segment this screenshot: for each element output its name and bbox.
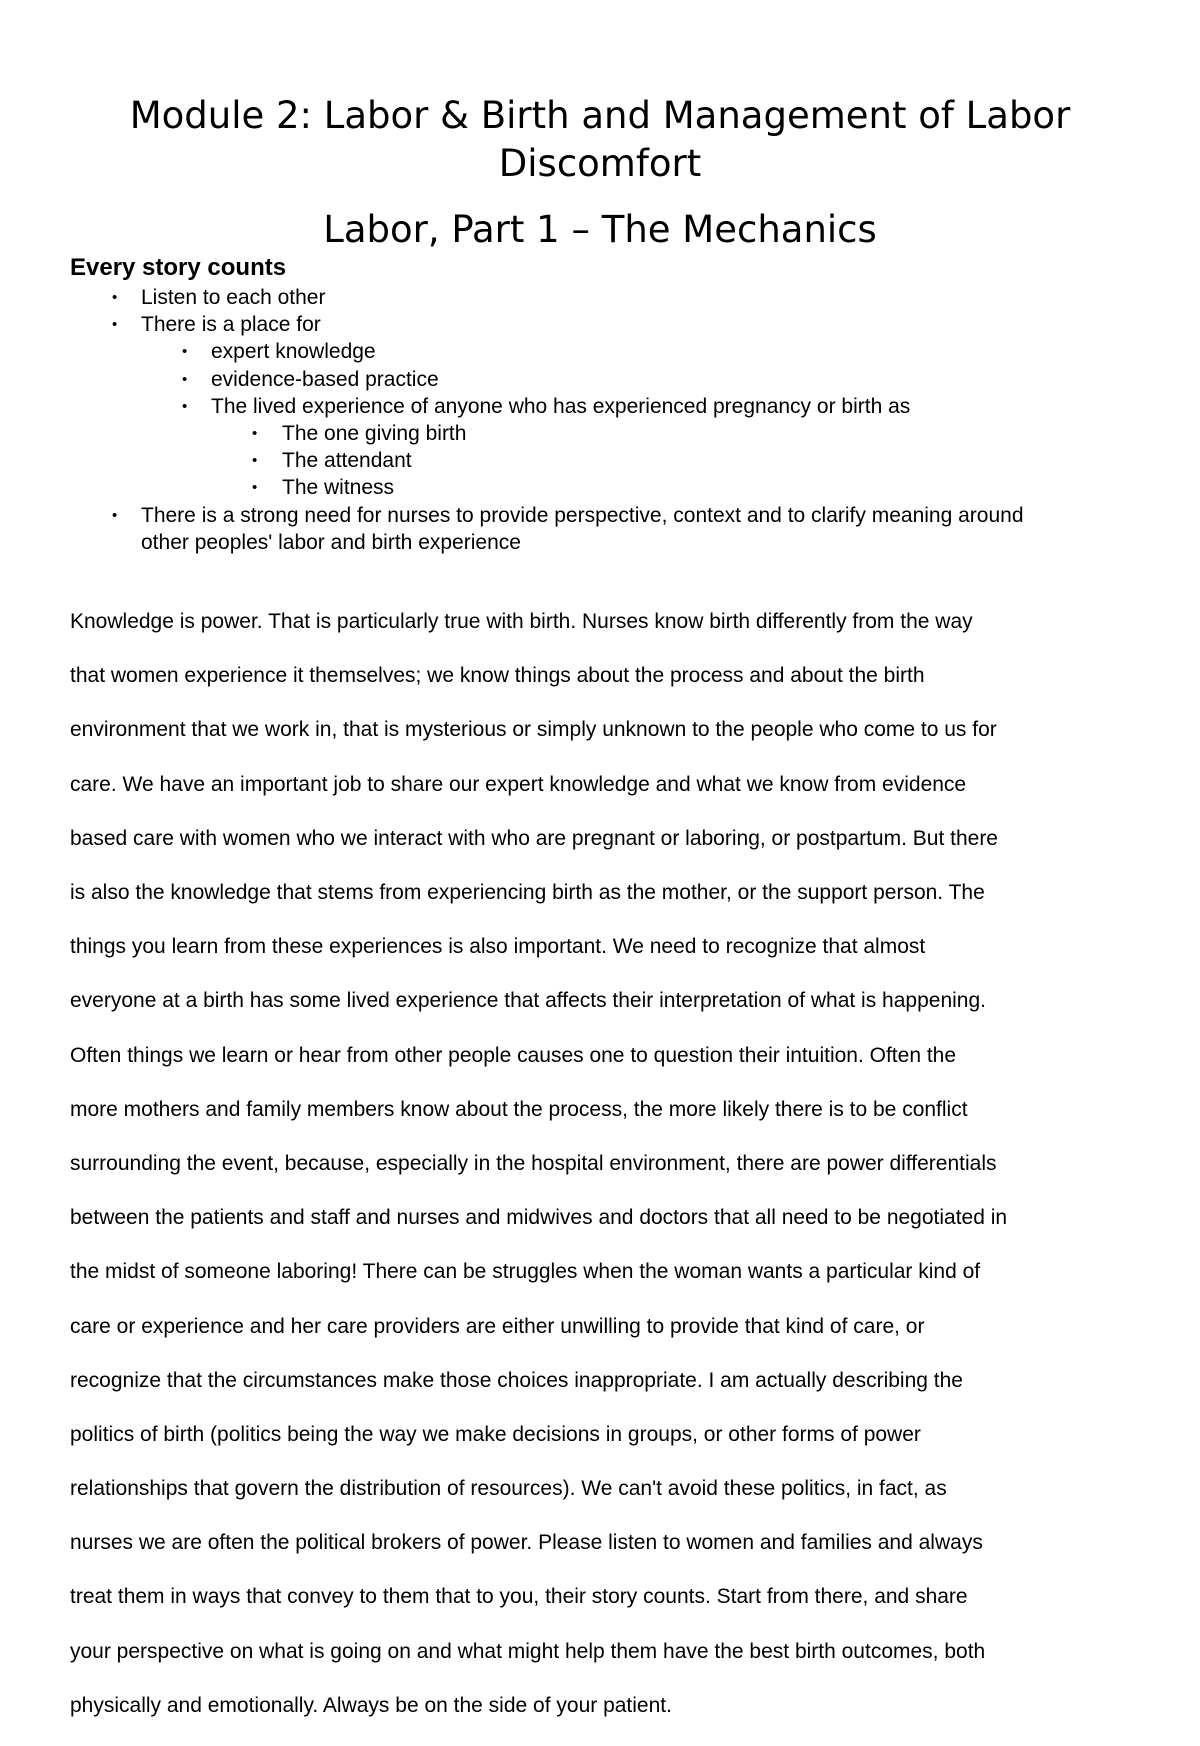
bullet-icon: •: [112, 506, 118, 524]
paragraph-line: politics of birth (politics being the way we make decisions in groups, or other forms of power: [70, 1422, 921, 1446]
paragraph-line: recognize that the circumstances make those choices inappropriate. I am actually describing the: [70, 1368, 963, 1392]
paragraph-line: more mothers and family members know about the process, the more likely there is to be conflict: [70, 1097, 968, 1121]
section-heading: Every story counts: [70, 254, 287, 281]
bullet-icon: •: [112, 316, 118, 334]
bullet-icon: •: [252, 425, 258, 443]
paragraph-line: everyone at a birth has some lived experience that affects their interpretation of what is happening.: [70, 989, 986, 1013]
paragraph-line: things you learn from these experiences is also important. We need to recognize that almost: [70, 935, 926, 959]
paragraph-line: your perspective on what is going on and what might help them have the best birth outcomes, both: [70, 1639, 986, 1663]
paragraph-line: Often things we learn or hear from other people causes one to question their intuition. Often the: [70, 1043, 957, 1067]
list-item-text: There is a place for: [141, 313, 321, 337]
list-item-text: evidence-based practice: [211, 367, 439, 391]
paragraph-line: care. We have an important job to share our expert knowledge and what we know from evidence: [70, 772, 967, 796]
paragraph-line: that women experience it themselves; we know things about the process and about the birth: [70, 664, 925, 688]
list-item: [0, 284, 1200, 311]
paragraph-line: care or experience and her care providers are either unwilling to provide that kind of care, or: [70, 1314, 925, 1338]
paragraph-line: surrounding the event, because, especially in the hospital environment, there are power differentials: [70, 1151, 997, 1175]
paragraph-line: based care with women who we interact with who are pregnant or laboring, or postpartum. But there: [70, 826, 998, 850]
list-item: [0, 502, 1200, 556]
sub-list-item: [0, 366, 1200, 393]
document-title: Module 2: Labor & Birth and Management of Labor Discomfort: [129, 94, 1071, 185]
sub-list-item: [0, 393, 1200, 420]
paragraph-line: nurses we are often the political brokers of power. Please listen to women and families and always: [70, 1531, 983, 1555]
list-item-text: There is a strong need for nurses to provide perspective, context and to clarify meaning around other peoples' labor and birth experience: [141, 503, 1024, 554]
paragraph-line: treat them in ways that convey to them that to you, their story counts. Start from there, and share: [70, 1585, 968, 1609]
list-item-text: Listen to each other: [141, 286, 326, 309]
list-item-text: The witness: [282, 476, 395, 500]
paragraph-line: the midst of someone laboring! There can be struggles when the woman wants a particular kind of: [70, 1260, 981, 1284]
paragraph-line: is also the knowledge that stems from experiencing birth as the mother, or the support person. The: [70, 881, 985, 905]
list-item-text: The lived experience of anyone who has experienced pregnancy or birth as: [211, 394, 911, 418]
paragraph-line: relationships that govern the distribution of resources). We can't avoid these politics, in fact, as: [70, 1477, 947, 1501]
sub-sub-list-item: [0, 420, 1200, 447]
paragraph-line: physically and emotionally. Always be on the side of your patient.: [70, 1693, 672, 1717]
list-item-text: The attendant: [282, 449, 412, 473]
sub-list-item: [0, 338, 1200, 365]
bullet-icon: •: [182, 397, 188, 415]
sub-sub-list-item: [0, 447, 1200, 474]
list-item-text: expert knowledge: [211, 340, 376, 364]
bullet-icon: •: [112, 289, 118, 306]
list-item-text: The one giving birth: [282, 422, 467, 446]
sub-sub-list-item: [0, 474, 1200, 501]
bullet-icon: •: [182, 370, 188, 388]
bullet-list: [0, 284, 1200, 556]
paragraph-line: between the patients and staff and nurses and midwives and doctors that all need to be negotiated in: [70, 1206, 1008, 1230]
bullet-icon: •: [182, 343, 188, 361]
document-subtitle: Labor, Part 1 – The Mechanics: [323, 208, 877, 251]
list-item: [0, 311, 1200, 338]
bullet-icon: •: [252, 479, 258, 497]
body-paragraph: [70, 581, 1135, 1746]
bullet-icon: •: [252, 452, 258, 470]
paragraph-line: environment that we work in, that is mysterious or simply unknown to the people who come to us for: [70, 718, 997, 742]
paragraph-line: Knowledge is power. That is particularly true with birth. Nurses know birth differently from the way: [70, 610, 973, 634]
